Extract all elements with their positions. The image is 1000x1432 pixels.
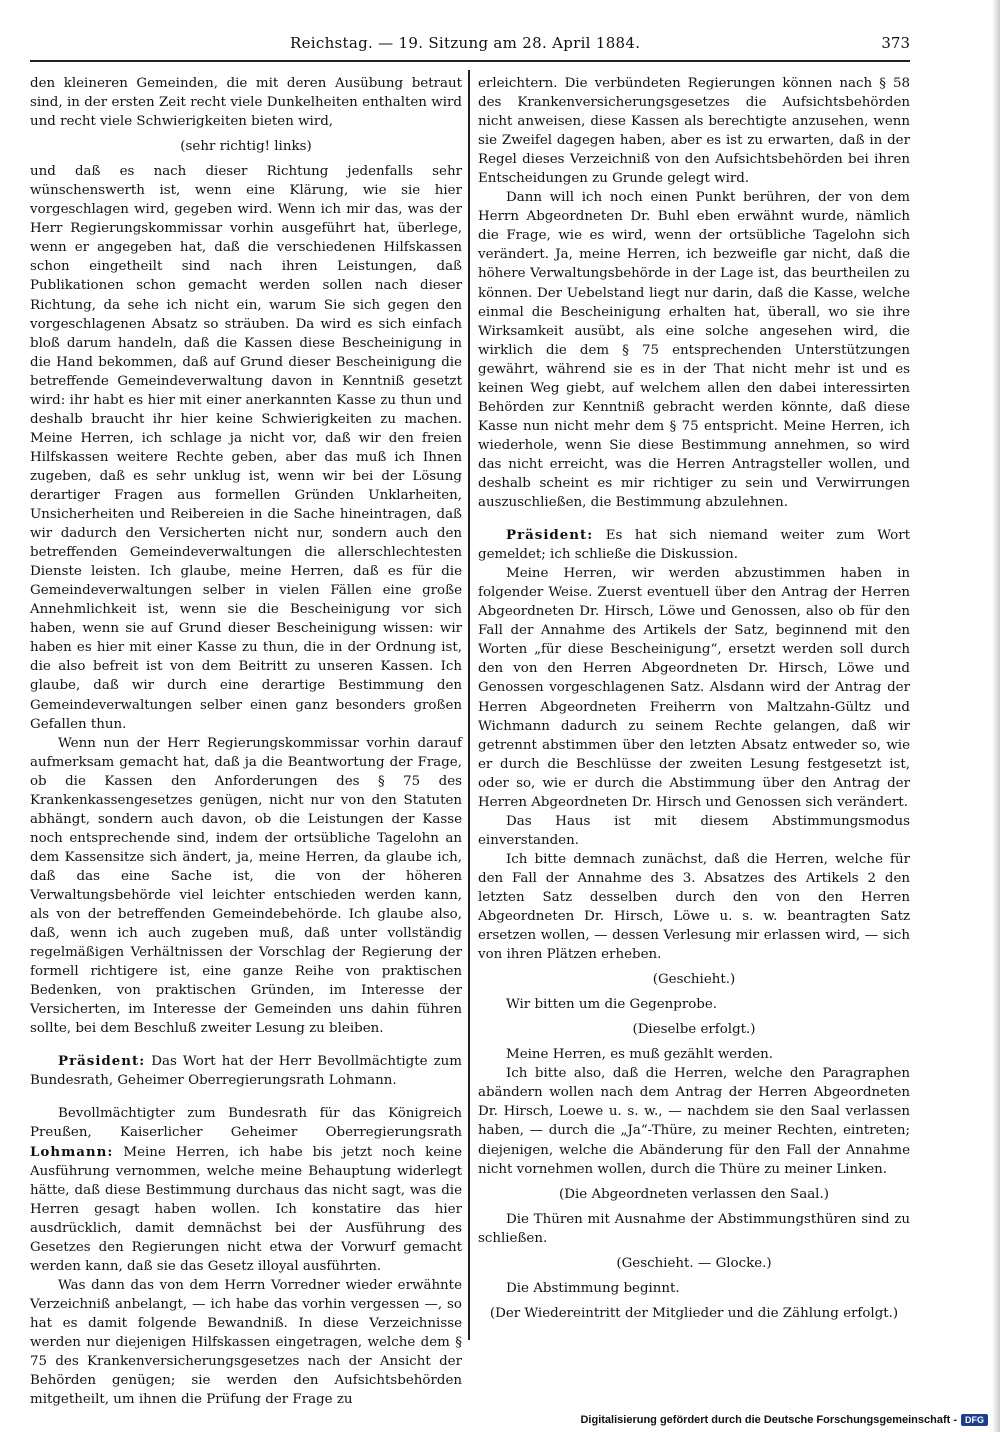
speech-text: Es hat sich niemand weiter zum Wort gemeldet; ich schließe die Diskussion. <box>478 528 910 563</box>
header-title: Reichstag. — 19. Sitzung am 28. April 1884. <box>290 34 641 52</box>
header-rule <box>30 60 910 62</box>
speaker-label: Lohmann: <box>30 1143 114 1160</box>
stage-direction: (Dieselbe erfolgt.) <box>632 1022 756 1038</box>
speaker-label: Präsident: <box>58 1053 146 1070</box>
paragraph: Die Abstimmung beginnt. <box>506 1280 680 1296</box>
paragraph: Ich bitte also, daß die Herren, welche den Paragraphen abändern wollen nach dem Antrag der Herren Abgeordneten Dr. Hirsch, Loewe u. s. w., — nachdem sie den Saal verlassen haben, — durch die „Ja“-Thüre, zu meiner Rechten, eintreten; diejenigen, welche die Abänderung für den Fall der Annahme nicht vornehmen wollen, durch die Thüre zu meiner Linken. <box>478 1066 910 1177</box>
speech-text: Das Wort hat der Herr Bevollmächtigte zum Bundesrath, Geheimer Oberregierungsrath Lohmann. <box>30 1054 462 1089</box>
speaker-intro: Bevollmächtigter zum Bundesrath für das Königreich Preußen, Kaiserlicher Geheimer Oberregierungsrath <box>30 1106 462 1141</box>
speaker-paragraph <box>30 1104 462 1275</box>
speaker-paragraph <box>478 526 910 564</box>
paragraph: Wenn nun der Herr Regierungskommissar vorhin darauf aufmerksam gemacht hat, daß ja die Beantwortung der Frage, ob die Kassen den Anforderungen des § 75 des Krankenkassengesetzes genügen, nicht nur von den Statuten abhängt, sondern auch davon, ob die Leistungen der Kasse noch entsprechende sind, indem der ortsübliche Tagelohn an dem Kassensitze sich ändert, ja, meine Herren, da glaube ich, daß das eine Sache ist, die von der höheren Verwaltungsbehörde viel leichter entschieden werden kann, als von der betreffenden Gemeindebehörde. Ich glaube also, daß, wenn ich auch zugeben muß, daß unter vollständig regelmäßigen Verhältnissen der Vorschlag der Regierung der formell richtigere ist, eine ganze Reihe von praktischen Bedenken, von praktischen Gründen, im Interesse der Versicherten, im Interesse der Gemeinden uns dahin führen sollte, bei dem Beschluß zweiter Lesung zu bleiben. <box>30 735 462 1037</box>
paragraph: Wir bitten um die Gegenprobe. <box>506 997 718 1013</box>
scan-edge <box>992 0 1000 1432</box>
column-divider <box>468 70 470 1340</box>
paragraph: Was dann das von dem Herrn Vorredner wieder erwähnte Verzeichniß anbelangt, — ich habe das vorhin vergessen —, so hat es damit folgende Bewandniß. In diese Verzeichnisse werden nur diejenigen Hilfskassen eingetragen, welche dem § 75 des Krankenversicherungsgesetzes nach der Ansicht der Behörden genügen; sie werden den Aufsichtsbehörden mitgetheilt, um ihnen die Prüfung der Frage zu <box>30 1277 462 1408</box>
speaker-label: Präsident: <box>506 527 594 544</box>
paragraph: Das Haus ist mit diesem Abstimmungsmodus einverstanden. <box>478 813 910 848</box>
paragraph: Die Thüren mit Ausnahme der Abstimmungsthüren sind zu schließen. <box>478 1211 910 1246</box>
paragraph: und daß es nach dieser Richtung jedenfalls sehr wünschenswerth ist, wenn eine Klärung, wie sie hier vorgeschlagen wird, gegeben wird. Wenn ich mir das, was der Herr Regierungskommissar vorhin ausgeführt hat, überlege, wenn er angegeben hat, daß die verschiedenen Hilfskassen schon eingetheilt sind nach ihren Leistungen, daß Publikationen schon gemacht werden sollen nach dieser Richtung, da sehe ich nicht ein, warum Sie sich gegen den vorgeschlagenen Absatz so sträuben. Da wird es sich einfach bloß darum handeln, daß die Kassen diese Bescheinigung in die Hand bekommen, daß auf Grund dieser Bescheinigung die betreffende Gemeindeverwaltung davon in Kenntniß gesetzt wird: ihr habt es hier mit einer anerkannten Kasse zu thun und deshalb braucht ihr hier keine Schwierigkeiten zu machen. Meine Herren, ich schlage ja nicht vor, daß wir den freien Hilfskassen weitere Rechte geben, aber das muß ich Ihnen zugeben, daß es sehr unklug ist, wenn wir bei der Lösung derartiger Fragen aus formellen Gründen Unklarheiten, Unsicherheiten und Reibereien in die Sache hineintragen, daß wir dadurch den Versicherten nicht nur, sondern auch den betreffenden Gemeindeverwaltungen die allerschlechtesten Dienste leisten. Ich glaube, meine Herren, daß es für die Gemeindeverwaltungen selber in vielen Fällen eine große Annehmlichkeit ist, wenn sie die Bescheinigung vor sich haben, wenn sie auf Grund dieser Bescheinigung wissen: wir haben es hier mit einer Kasse zu thun, die in der Ordnung ist, die also befreit ist von dem Beitritt zu unseren Kassen. Ich glaube, daß wir durch eine derartige Bestimmung den Gemeindeverwaltungen selber einen ganz besonders großen Gefallen thun. <box>30 164 462 732</box>
paragraph: Dann will ich noch einen Punkt berühren, der von dem Herrn Abgeordneten Dr. Buhl eben erwähnt wurde, nämlich die Frage, wie es wird, wenn der ortsübliche Tagelohn sich verändert. Ja, meine Herren, ich bezweifle gar nicht, daß die höhere Verwaltungsbehörde in der Lage ist, das beurtheilen zu können. Der Uebelstand liegt nur darin, daß die Kasse, welche einmal die Bescheinigung erhalten hat, überall, wo sie ihre Wirksamkeit ausübt, als eine solche angesehen wird, die wirklich die dem § 75 entsprechenden Unterstützungen gewährt, während sie es in der That nicht mehr ist und es keinen Weg giebt, auf welchem allen den dabei interessirten Behörden zur Kenntniß gebracht werden könnte, daß diese Kasse nun nicht mehr dem § 75 entspricht. Meine Herren, ich wiederhole, wenn Sie diese Bestimmung annehmen, so wird das nicht erreicht, was die Herren Antragsteller wollen, und deshalb scheint es mir richtiger zu sein und Verwirrungen auszuschließen, die Bestimmung abzulehnen. <box>478 190 910 511</box>
paragraph: Meine Herren, wir werden abzustimmen haben in folgender Weise. Zuerst eventuell über den Antrag der Herren Abgeordneten Dr. Hirsch, Löwe und Genossen, also ob für den Fall der Annahme des Artikels der Satz, beginnend mit den Worten „für diese Bescheinigung“, ersetzt werden soll durch den von den Herren Abgeordneten Dr. Hirsch, Löwe und Genossen vorgeschlagenen Satz. Alsdann wird der Antrag der Herren Abgeordneten Freiherrn von Maltzahn-Gültz und Wichmann dadurch zu seinem Rechte gelangen, daß wir getrennt abstimmen über den letzten Absatz entweder so, wie er durch die Beschlüsse der zweiten Lesung festgesetzt ist, oder so, wie er durch die Abstimmung über den Antrag der Herren Abgeordneten Dr. Hirsch und Genossen sich verändert. <box>478 566 910 810</box>
interjection: (sehr richtig! links) <box>180 139 312 155</box>
stage-direction: (Geschieht.) <box>652 972 736 988</box>
paragraph: den kleineren Gemeinden, die mit deren Ausübung betraut sind, in der ersten Zeit recht viele Dunkelheiten enthalten wird und recht viele Schwierigkeiten bieten wird, <box>30 76 462 130</box>
paragraph: Ich bitte demnach zunächst, daß die Herren, welche für den Fall der Annahme des 3. Absatzes des Artikels 2 den letzten Satz desselben durch den von den Herren Abgeordneten Dr. Hirsch, Löwe u. s. w. beantragten Satz ersetzen wollen, — dessen Verlesung mir erlassen wird, — sich von ihren Plätzen erheben. <box>478 851 910 963</box>
footer-text: Digitalisierung gefördert durch die Deutsche Forschungsgemeinschaft - <box>580 1414 957 1426</box>
left-column <box>30 74 462 1409</box>
page-number: 373 <box>881 34 910 52</box>
footer <box>580 1414 988 1426</box>
speaker-paragraph <box>30 1052 462 1090</box>
paragraph: Meine Herren, es muß gezählt werden. <box>506 1047 774 1063</box>
stage-direction: (Die Abgeordneten verlassen den Saal.) <box>559 1186 829 1202</box>
paragraph: erleichtern. Die verbündeten Regierungen können nach § 58 des Krankenversicherungsgesetzes die Aufsichtsbehörden nicht anweisen, diese Kassen als berechtigte anzusehen, wenn sie Zweifel dagegen haben, aber es ist zu erwarten, daß in der Regel dieses Verzeichniß von den Aufsichtsbehörden bei ihren Entscheidungen zu Grunde gelegt wird. <box>478 76 910 187</box>
page-header <box>30 30 910 60</box>
speech-text: Meine Herren, ich habe bis jetzt noch keine Ausführung vernommen, welche meine Behauptung widerlegt hätte, daß diese Bestimmung durchaus das nicht sagt, was die Herren gesagt haben wollen. Ich konstatire das hier ausdrücklich, damit demnächst bei der Ausführung des Gesetzes den Regierungen nicht etwa der Vorwurf gemacht werden kann, daß sie das Gesetz illoyal ausführten. <box>30 1144 462 1274</box>
stage-direction: (Geschieht. — Glocke.) <box>616 1255 772 1271</box>
dfg-logo: DFG <box>961 1414 988 1426</box>
stage-direction: (Der Wiedereintritt der Mitglieder und die Zählung erfolgt.) <box>489 1305 899 1321</box>
right-column <box>478 74 910 1329</box>
